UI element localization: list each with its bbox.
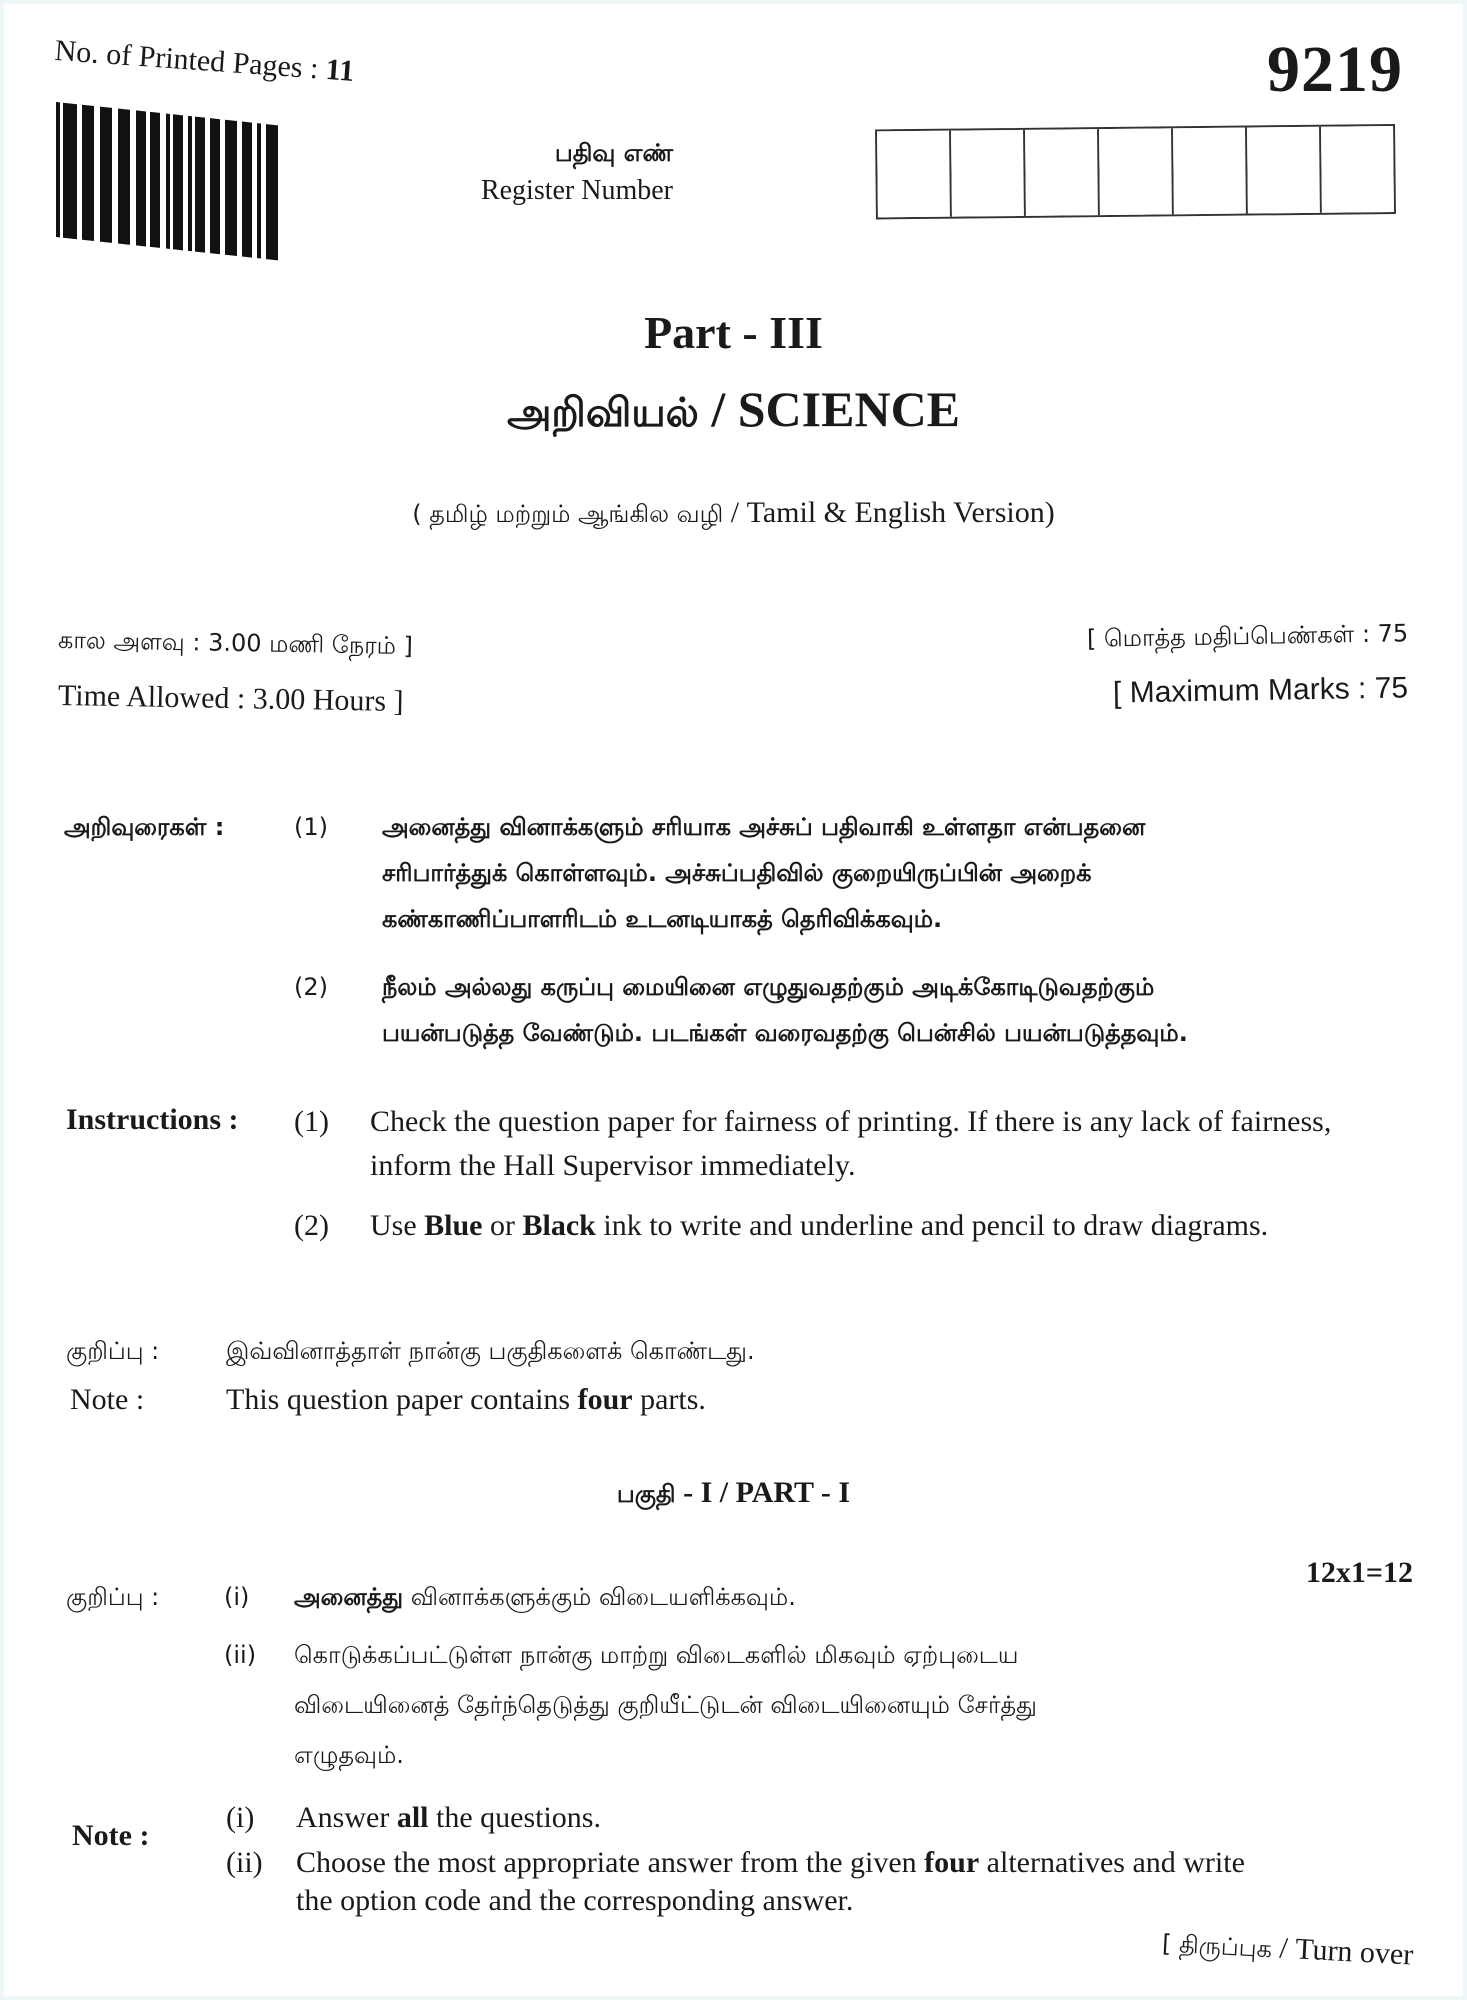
- register-digit-box[interactable]: [951, 130, 1026, 217]
- part1-note-en-item: (ii) Choose the most appropriate answer from the given four alternatives and write the option code and the corresponding answer.: [226, 1846, 1245, 1917]
- register-digit-box[interactable]: [1321, 126, 1394, 213]
- max-marks-en: [ Maximum Marks : 75: [1112, 671, 1409, 710]
- register-digit-box[interactable]: [1025, 129, 1100, 216]
- note-ta-label: குறிப்பு :: [66, 1337, 160, 1365]
- max-marks-ta: [ மொத்த மதிப்பெண்கள் : 75: [1086, 619, 1409, 653]
- register-digit-box[interactable]: [1247, 127, 1322, 214]
- exam-page: [4, 4, 1463, 1996]
- part1-note-ta-item: (i) அனைத்து வினாக்களுக்கும் விடையளிக்கவும்.: [224, 1583, 796, 1611]
- part1-note-ta-item: (ii) கொடுக்கப்பட்டுள்ள நான்கு மாற்று விடைகளில் மிகவும் ஏற்புடைய விடையினைத் தேர்ந்தெடுத்து குறியீட்டுடன் விடையினையும் சேர்த்து எழுதவும்.: [224, 1641, 1037, 1769]
- time-allowed-en: Time Allowed : 3.00 Hours ]: [57, 678, 404, 719]
- instructions-en-label: Instructions :: [66, 1103, 239, 1136]
- part-title: Part - III: [644, 307, 823, 358]
- time-allowed-ta: கால அளவு : 3.00 மணி நேரம் ]: [57, 625, 414, 661]
- subject-title: அறிவியல் / SCIENCE: [506, 381, 961, 437]
- register-number-boxes[interactable]: [875, 124, 1396, 219]
- register-number-label: பதிவு எண் Register Number: [480, 139, 673, 206]
- register-digit-box[interactable]: [877, 131, 952, 218]
- part-one-heading: பகுதி - I / PART - I: [616, 1476, 851, 1509]
- part1-note-ta-label: குறிப்பு :: [66, 1583, 160, 1611]
- marks-allocation: 12x1=12: [1305, 1556, 1413, 1589]
- instruction-ta-item: (1) அனைத்து வினாக்களும் சரியாக அச்சுப் பதிவாகி உள்ளதா என்பதனை சரிபார்த்துக் கொள்ளவும். அச்சுப்பதிவில் குறையிருப்பின் அறைக் கண்காணிப்பாளரிடம் உடனடியாகத் தெரிவிக்கவும்.: [294, 813, 1146, 933]
- paper-code: 9219: [1267, 33, 1403, 106]
- register-digit-box[interactable]: [1099, 128, 1174, 215]
- part1-note-en-item: (i) Answer all the questions.: [226, 1801, 601, 1834]
- note-en-label: Note :: [70, 1383, 145, 1416]
- note-en-text: This question paper contains four parts.: [226, 1383, 706, 1416]
- part1-note-en-label: Note :: [72, 1819, 150, 1852]
- turn-over-label: [ திருப்புக / Turn over: [1161, 1929, 1414, 1972]
- instruction-en-item: (2) Use Blue or Black ink to write and underline and pencil to draw diagrams.: [294, 1209, 1269, 1242]
- barcode-icon: [56, 102, 316, 264]
- register-digit-box[interactable]: [1173, 128, 1248, 215]
- instruction-en-item: (1) Check the question paper for fairness of printing. If there is any lack of fairness, inform the Hall Supervisor immediately.: [294, 1105, 1332, 1182]
- version-line: ( தமிழ் மற்றும் ஆங்கில வழி / Tamil & English Version): [412, 496, 1055, 529]
- printed-pages: No. of Printed Pages : 11: [53, 34, 356, 88]
- note-ta-text: இவ்வினாத்தாள் நான்கு பகுதிகளைக் கொண்டது.: [226, 1337, 755, 1365]
- instruction-ta-item: (2) நீலம் அல்லது கருப்பு மையினை எழுதுவதற்கும் அடிக்கோடிடுவதற்கும் பயன்படுத்த வேண்டும். படங்கள் வரைவதற்கு பென்சில் பயன்படுத்தவும்.: [294, 973, 1188, 1047]
- instructions-ta-label: அறிவுரைகள் :: [64, 813, 225, 841]
